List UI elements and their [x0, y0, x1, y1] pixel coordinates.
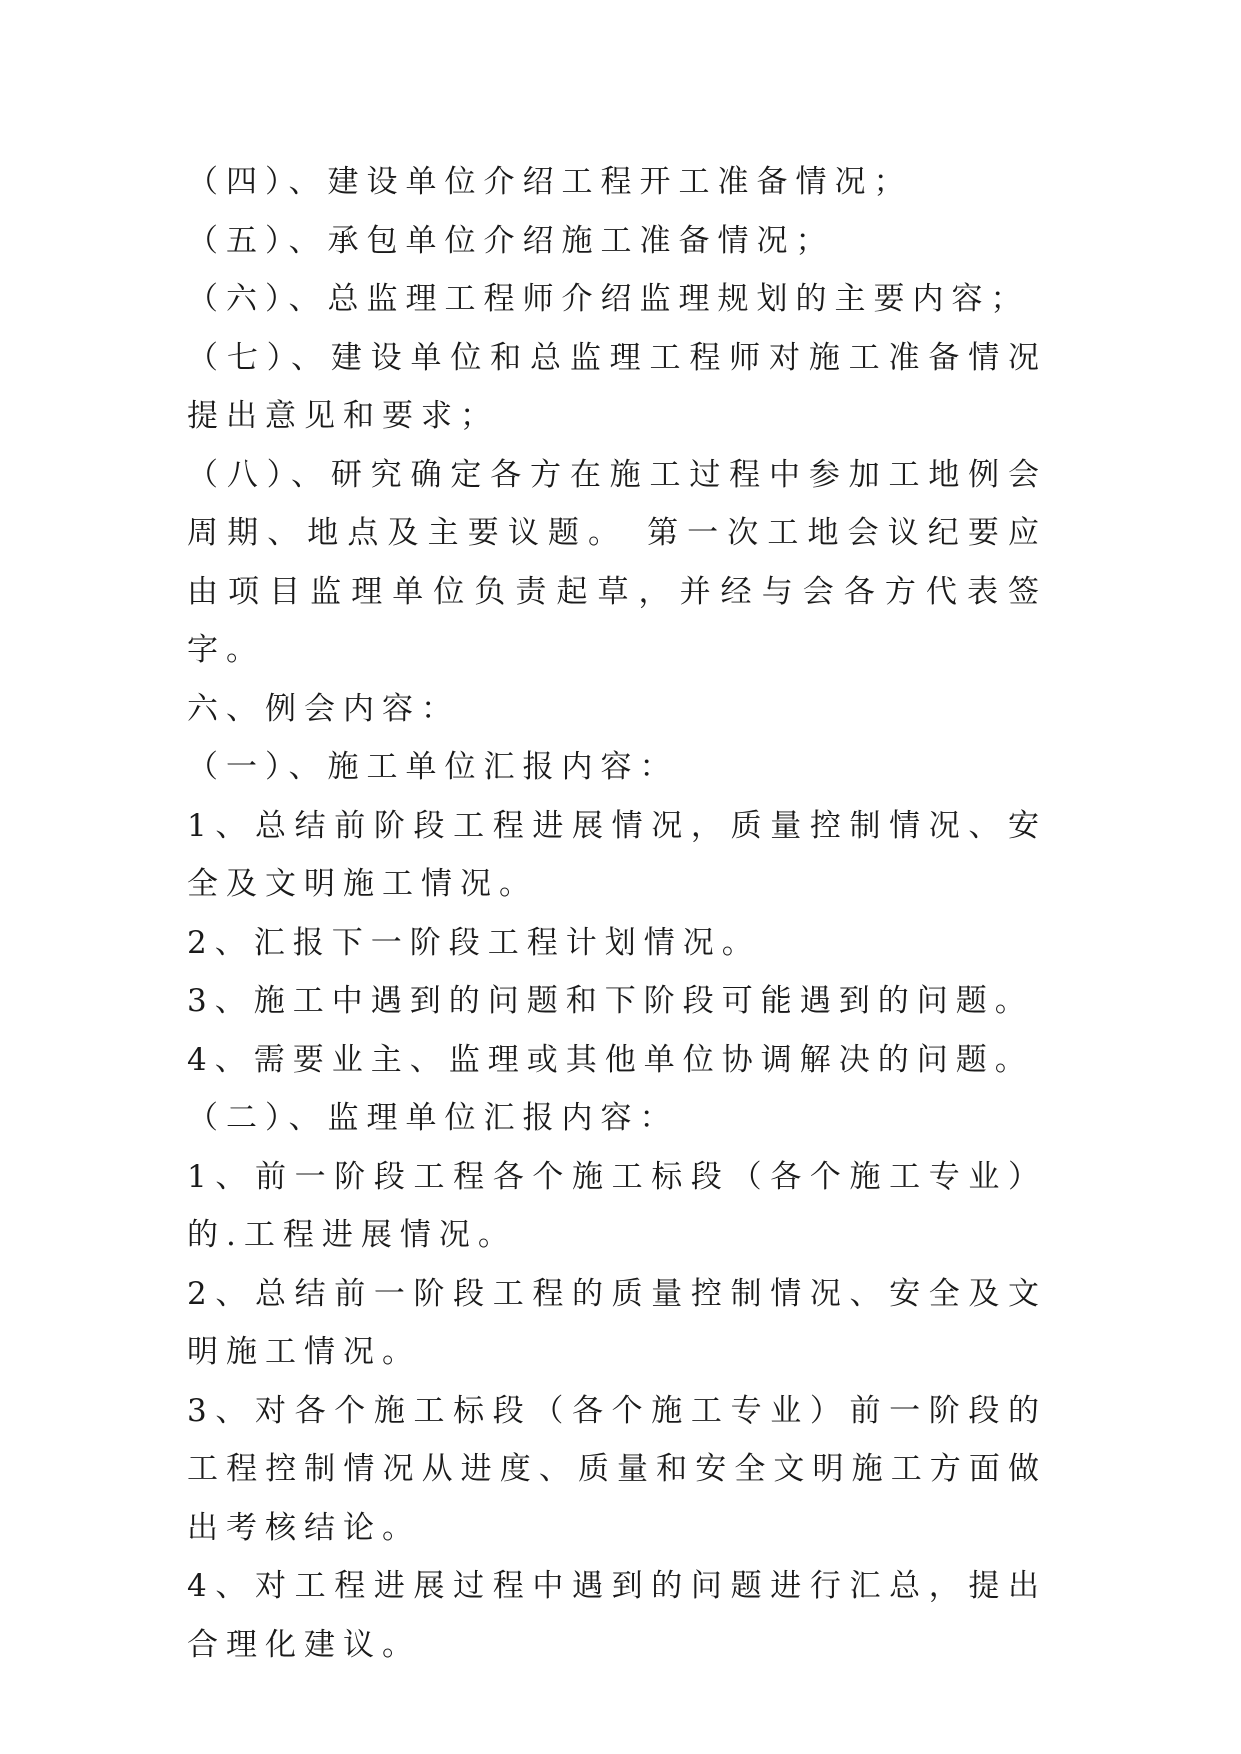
contractor-item-4: 4、需要业主、监理或其他单位协调解决的问题。	[187, 1041, 1034, 1078]
supervisor-item-4: 4、对工程进展过程中遇到的问题进行汇总，提出合理化建议。	[187, 1568, 1047, 1663]
paragraph-item-4: （四）、建设单位介绍工程开工准备情况；	[187, 164, 913, 200]
paragraph-item-6: （六）、总监理工程师介绍监理规划的主要内容；	[187, 281, 1030, 317]
supervisor-item-1: 1、前一阶段工程各个施工标段（各个施工专业）的.工程进展情况。	[187, 1158, 1047, 1253]
contractor-item-1: 1、总结前阶段工程进展情况，质量控制情况、安全及文明施工情况。	[187, 807, 1047, 902]
contractor-item-2: 2、汇报下一阶段工程计划情况。	[187, 924, 761, 961]
supervisor-item-3: 3、对各个施工标段（各个施工专业）前一阶段的工程控制情况从进度、质量和安全文明施工方面做出考核结论。	[187, 1392, 1047, 1546]
subsection-heading-supervisor-report: （二）、监理单位汇报内容：	[187, 1100, 679, 1136]
paragraph-item-5: （五）、承包单位介绍施工准备情况；	[187, 222, 835, 259]
document-body	[187, 153, 1047, 1674]
subsection-heading-contractor-report: （一）、施工单位汇报内容：	[187, 749, 679, 785]
paragraph-item-7: （七）、建设单位和总监理工程师对施工准备情况提出意见和要求；	[187, 339, 1047, 434]
paragraph-item-8: （八）、研究确定各方在施工过程中参加工地例会周期、地点及主要议题。 第一次工地会议纪要应由项目监理单位负责起草，并经与会各方代表签字。	[187, 456, 1047, 668]
section-heading-meeting-content: 六、例会内容：	[187, 690, 460, 727]
contractor-item-3: 3、施工中遇到的问题和下阶段可能遇到的问题。	[187, 983, 1034, 1019]
supervisor-item-2: 2、总结前一阶段工程的质量控制情况、安全及文明施工情况。	[187, 1275, 1047, 1370]
